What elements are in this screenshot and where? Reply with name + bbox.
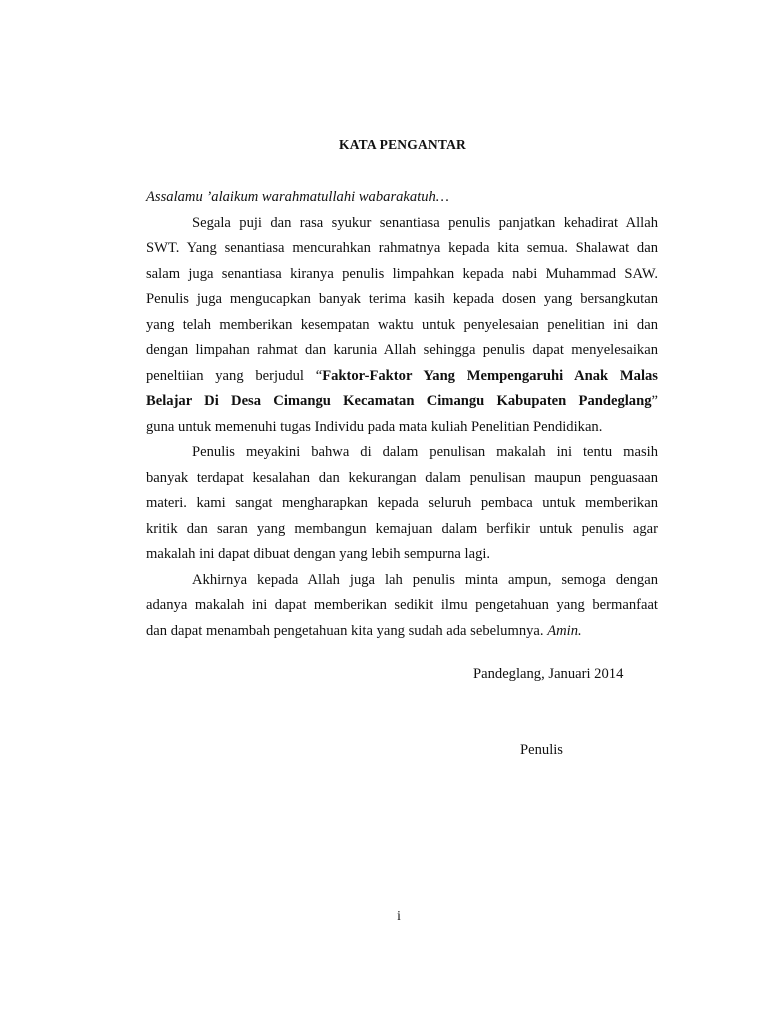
paragraph-1-line-7	[146, 364, 658, 390]
paragraph-1-line-5: yang telah memberikan kesempatan waktu untuk penyelesaian penelitian ini dan	[146, 316, 658, 333]
closing-quote: ”	[651, 393, 658, 409]
paragraph-3-line-3	[146, 619, 658, 645]
paragraph-2-line-1: Penulis meyakini bahwa di dalam penulisan makalah ini tentu masih	[192, 444, 658, 460]
page-title: KATA PENGANTAR	[339, 137, 466, 152]
paragraph-2-line-3: materi. kami sangat mengharapkan kepada seluruh pembaca untuk memberikan	[146, 495, 658, 511]
paragraph-1-line-8	[146, 389, 658, 415]
place-date: Pandeglang, Januari 2014	[473, 666, 624, 682]
paragraph-1-line-3: salam juga senantiasa kiranya penulis limpahkan kepada nabi Muhammad SAW.	[146, 265, 658, 282]
research-title-part-2: Belajar Di Desa Cimangu Kecamatan Cimangu Kabupaten Pandeglang	[146, 393, 652, 409]
paragraph-1-line-6: dengan limpahan rahmat dan karunia Allah sehingga penulis dapat menyelesaikan	[146, 342, 658, 358]
paragraph-3-line-1: Akhirnya kepada Allah juga lah penulis minta ampun, semoga dengan	[192, 571, 658, 588]
author-signature: Penulis	[520, 742, 563, 758]
paragraph-3-line-3-text: dan dapat menambah pengetahuan kita yang sudah ada sebelumnya.	[146, 622, 548, 639]
paragraph-3-line-2: adanya makalah ini dapat memberikan sedikit ilmu pengetahuan yang bermanfaat	[146, 597, 658, 613]
paragraph-1-line-1: Segala puji dan rasa syukur senantiasa penulis panjatkan kehadirat Allah	[192, 214, 658, 231]
document-body	[146, 185, 658, 644]
page-number: i	[397, 908, 401, 923]
paragraph-2	[146, 440, 658, 568]
research-title-part-1: Faktor-Faktor Yang Mempengaruhi Anak Malas	[322, 367, 658, 384]
paragraph-2-line-4: kritik dan saran yang membangun kemajuan dalam berfikir untuk penulis agar	[146, 520, 658, 537]
paragraph-1-line-9: guna untuk memenuhi tugas Individu pada mata kuliah Penelitian Pendidikan.	[146, 418, 603, 435]
paragraph-3	[146, 568, 658, 645]
paragraph-2-line-2: banyak terdapat kesalahan dan kekurangan dalam penulisan maupun penguasaan	[146, 469, 658, 486]
amin-text: Amin.	[547, 622, 582, 639]
paragraph-1-line-2: SWT. Yang senantiasa mencurahkan rahmatnya kepada kita semua. Shalawat dan	[146, 240, 658, 256]
paragraph-1-line-4: Penulis juga mengucapkan banyak terima kasih kepada dosen yang bersangkutan	[146, 291, 658, 307]
paragraph-2-line-5: makalah ini dapat dibuat dengan yang lebih sempurna lagi.	[146, 546, 491, 562]
paragraph-1	[146, 211, 658, 441]
greeting: Assalamu ’alaikum warahmatullahi wabarakatuh…	[146, 189, 449, 205]
paragraph-1-line-7-text: peneltiian yang berjudul “	[146, 367, 323, 384]
